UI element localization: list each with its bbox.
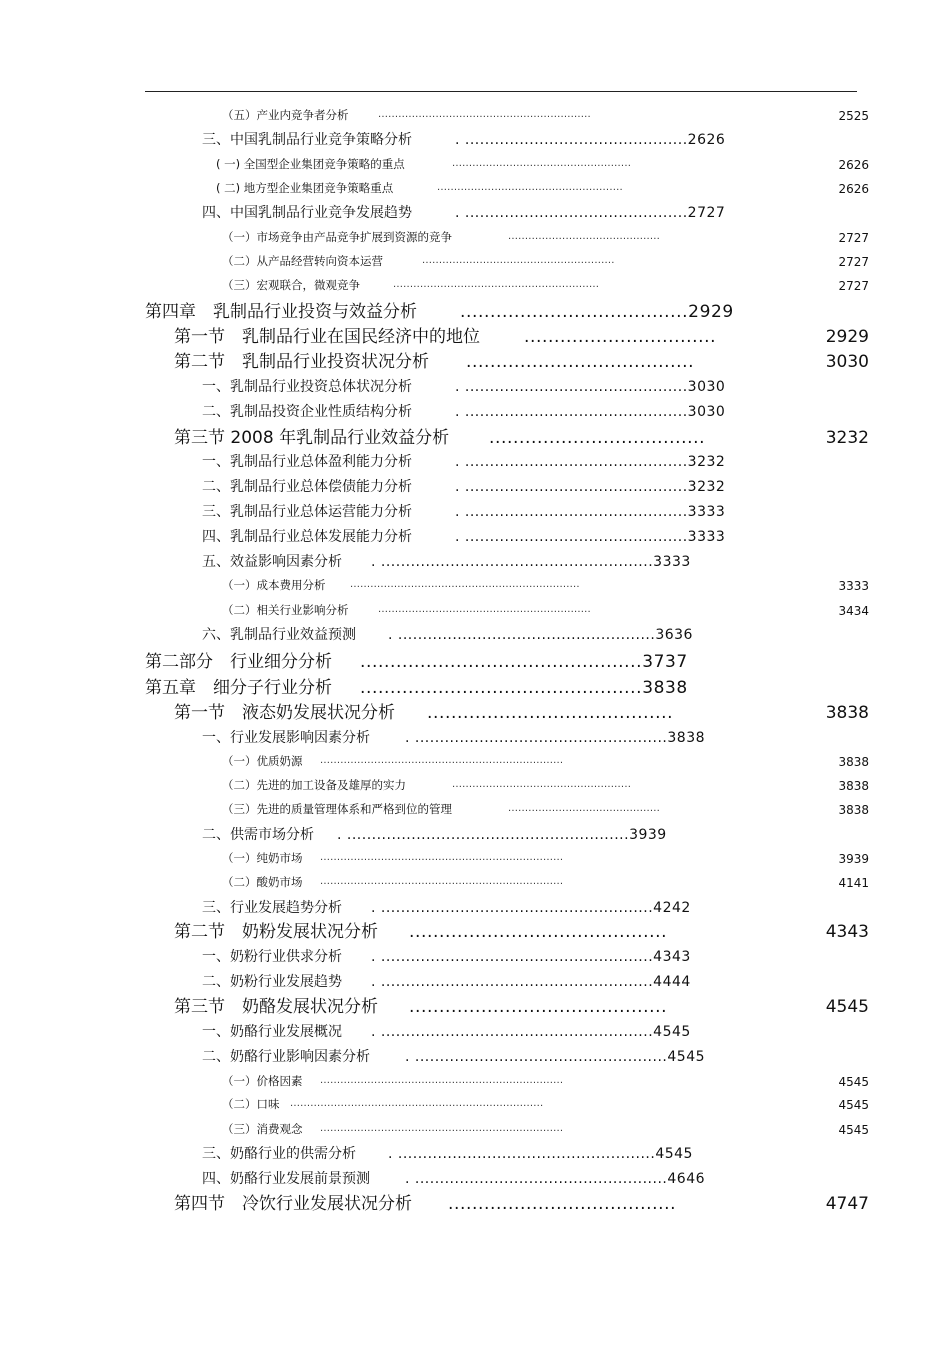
toc-entry[interactable] <box>202 1024 691 1040</box>
toc-entry[interactable] <box>202 205 726 221</box>
toc-page-number: 3434 <box>838 604 869 618</box>
toc-entry[interactable] <box>202 379 726 395</box>
toc-leader-dots: . .............................................2727 <box>455 205 726 221</box>
toc-leader-dots: ........................................................................... <box>290 1098 544 1109</box>
toc-entry-title: （三）先进的质量管理体系和严格到位的管理 <box>222 802 452 816</box>
toc-entry-title: 第三节 奶酪发展状况分析 <box>174 997 378 1017</box>
toc-page-number: 3838 <box>825 703 869 723</box>
toc-leader-dots: ...............................................3737 <box>360 652 688 672</box>
toc-entry-title: 三、奶酪行业的供需分析 <box>202 1146 356 1162</box>
toc-entry[interactable] <box>202 900 691 916</box>
toc-page-number: 4343 <box>653 949 691 965</box>
toc-entry[interactable] <box>145 678 688 698</box>
toc-entry-title: 二、奶粉行业发展趋势 <box>202 974 342 990</box>
toc-entry-title: （三）消费观念 <box>222 1122 303 1136</box>
toc-leader-dots: ...................................... <box>448 1194 677 1214</box>
toc-entry[interactable] <box>222 875 564 889</box>
toc-page-number: 3333 <box>687 529 726 545</box>
toc-leader-dots: .................................................................... <box>350 579 580 590</box>
toc-leader-dots: ......................................2929 <box>460 302 734 322</box>
toc-page-number: 3939 <box>629 827 667 843</box>
toc-entry[interactable] <box>202 479 726 495</box>
toc-leader-dots: ........................................... <box>409 922 668 942</box>
toc-page-number: 3333 <box>653 554 691 570</box>
toc-leader-dots: . .......................................................4242 <box>371 900 691 916</box>
toc-entry-title: （三）宏观联合，微观竞争 <box>222 278 360 292</box>
toc-entry-title: 第二部分 行业细分分析 <box>145 652 332 672</box>
toc-page-number: 2626 <box>838 158 869 172</box>
toc-entry-title: 三、中国乳制品行业竞争策略分析 <box>202 132 412 148</box>
toc-entry-title: 第一节 乳制品行业在国民经济中的地位 <box>174 327 480 347</box>
toc-entry-title: 二、乳制品投资企业性质结构分析 <box>202 404 412 420</box>
toc-leader-dots: ....................................................... <box>437 182 623 193</box>
toc-entry[interactable] <box>174 703 674 723</box>
toc-leader-dots: . .............................................3333 <box>455 529 726 545</box>
toc-page-number: 2727 <box>838 231 869 245</box>
toc-page-number: 3636 <box>655 627 693 643</box>
toc-page-number: 2626 <box>838 182 869 196</box>
toc-entry-title: （一）成本费用分析 <box>222 578 326 592</box>
toc-page-number: 4545 <box>838 1075 869 1089</box>
toc-page-number: 4545 <box>838 1123 869 1137</box>
toc-entry-title: 第五章 细分子行业分析 <box>145 678 332 698</box>
toc-entry[interactable] <box>202 1049 706 1065</box>
toc-leader-dots: . .............................................3232 <box>455 454 726 470</box>
toc-entry-title: 第四节 冷饮行业发展状况分析 <box>174 1194 412 1214</box>
toc-entry[interactable] <box>174 922 668 942</box>
toc-page-number: 3030 <box>825 352 869 372</box>
toc-entry-title: 第一节 液态奶发展状况分析 <box>174 703 395 723</box>
toc-entry-title: 一、乳制品行业总体盈利能力分析 <box>202 454 412 470</box>
toc-entry-title: （二）从产品经营转向资本运营 <box>222 254 383 268</box>
toc-entry[interactable] <box>222 278 600 292</box>
toc-leader-dots: . .............................................3030 <box>455 404 726 420</box>
toc-entry-title: 四、乳制品行业总体发展能力分析 <box>202 529 412 545</box>
toc-entry-title: 一、奶酪行业发展概况 <box>202 1024 342 1040</box>
toc-entry[interactable] <box>174 352 695 372</box>
toc-leader-dots: ............................................. <box>508 803 661 814</box>
toc-entry-title: 一、行业发展影响因素分析 <box>202 730 370 746</box>
toc-leader-dots: ........................................................................ <box>320 876 564 887</box>
toc-entry[interactable] <box>202 404 726 420</box>
toc-page-number: 2727 <box>838 255 869 269</box>
toc-entry-title: ( 一) 全国型企业集团竞争策略的重点 <box>216 157 405 171</box>
toc-entry[interactable] <box>202 132 726 148</box>
toc-page-number: 3232 <box>687 479 726 495</box>
toc-entry[interactable] <box>174 997 668 1017</box>
toc-page-number: 3838 <box>838 803 869 817</box>
toc-entry-title: （二）口味 <box>222 1097 280 1111</box>
toc-entry[interactable] <box>222 802 661 816</box>
toc-entry-title: （一）价格因素 <box>222 1074 303 1088</box>
toc-entry-title: （二）先进的加工设备及雄厚的实力 <box>222 778 406 792</box>
toc-page-number: 4141 <box>838 876 869 890</box>
toc-entry[interactable] <box>202 730 706 746</box>
toc-page-number: 3838 <box>838 779 869 793</box>
toc-page-number: 3838 <box>667 730 706 746</box>
toc-entry-title: （一）纯奶市场 <box>222 851 303 865</box>
toc-leader-dots: .................................... <box>489 428 706 448</box>
toc-leader-dots: . .......................................................4343 <box>371 949 691 965</box>
toc-page-number: 3333 <box>687 504 726 520</box>
toc-leader-dots: ............................................................... <box>378 109 591 120</box>
toc-page-number: 3030 <box>687 379 726 395</box>
toc-page-number: 3232 <box>687 454 726 470</box>
toc-leader-dots: ........................................................................ <box>320 852 564 863</box>
toc-page-number: 2929 <box>688 302 734 322</box>
toc-entry[interactable] <box>222 1122 564 1136</box>
toc-entry[interactable] <box>202 627 693 643</box>
toc-page-number: 4545 <box>825 997 869 1017</box>
toc-leader-dots: ...................................... <box>466 352 695 372</box>
toc-leader-dots: . .........................................................3939 <box>337 827 667 843</box>
toc-leader-dots: ........................................................................ <box>320 1123 564 1134</box>
toc-entry[interactable] <box>222 754 564 768</box>
toc-leader-dots: ...............................................3838 <box>360 678 688 698</box>
toc-entry[interactable] <box>216 157 632 171</box>
toc-entry-title: 二、奶酪行业影响因素分析 <box>202 1049 370 1065</box>
toc-leader-dots: ..................................................... <box>452 779 632 790</box>
toc-entry-title: 第四章 乳制品行业投资与效益分析 <box>145 302 417 322</box>
toc-entry[interactable] <box>216 181 623 195</box>
toc-entry-title: 二、乳制品行业总体偿债能力分析 <box>202 479 412 495</box>
toc-entry-title: （二）酸奶市场 <box>222 875 303 889</box>
toc-entry[interactable] <box>145 652 688 672</box>
toc-entry[interactable] <box>222 1074 564 1088</box>
toc-entry[interactable] <box>202 1146 693 1162</box>
toc-page-number: 3737 <box>642 652 688 672</box>
toc-leader-dots: ......................................... <box>427 703 674 723</box>
toc-leader-dots: ................................ <box>524 327 717 347</box>
toc-entry[interactable] <box>222 254 615 268</box>
toc-page-number: 2727 <box>838 279 869 293</box>
toc-entry-title: 第二节 乳制品行业投资状况分析 <box>174 352 429 372</box>
toc-entry[interactable] <box>174 428 706 448</box>
toc-leader-dots: ............................................................... <box>378 604 591 615</box>
toc-entry[interactable] <box>222 230 661 244</box>
toc-entry-title: 第二节 奶粉发展状况分析 <box>174 922 378 942</box>
toc-entry-title: 一、奶粉行业供求分析 <box>202 949 342 965</box>
toc-page-number: 2929 <box>825 327 869 347</box>
toc-entry-title: 一、乳制品行业投资总体状况分析 <box>202 379 412 395</box>
toc-leader-dots: . ...................................................3838 <box>405 730 706 746</box>
toc-entry[interactable] <box>202 1171 706 1187</box>
toc-entry-title: （二）相关行业影响分析 <box>222 603 349 617</box>
toc-page-number: 4545 <box>838 1098 869 1112</box>
toc-page-number: 3333 <box>838 579 869 593</box>
toc-page-number: 4242 <box>653 900 691 916</box>
toc-page-number: 2626 <box>687 132 726 148</box>
toc-entry-title: （一）优质奶源 <box>222 754 303 768</box>
toc-leader-dots: ......................................................... <box>422 255 615 266</box>
toc-entry[interactable] <box>202 554 691 570</box>
toc-entry[interactable] <box>174 1194 677 1214</box>
toc-leader-dots: . .............................................3232 <box>455 479 726 495</box>
toc-leader-dots: . .............................................3030 <box>455 379 726 395</box>
toc-page-number: 4444 <box>653 974 691 990</box>
toc-entry[interactable] <box>202 974 691 990</box>
toc-entry-title: 四、中国乳制品行业竞争发展趋势 <box>202 205 412 221</box>
toc-leader-dots: ............................................. <box>508 231 661 242</box>
toc-entry-title: 三、乳制品行业总体运营能力分析 <box>202 504 412 520</box>
toc-page-number: 4747 <box>825 1194 869 1214</box>
toc-leader-dots: . .......................................................3333 <box>371 554 691 570</box>
toc-entry-title: 二、供需市场分析 <box>202 827 314 843</box>
toc-page-number: 4343 <box>825 922 869 942</box>
toc-page-number: 4545 <box>667 1049 706 1065</box>
toc-leader-dots: . ....................................................4545 <box>388 1146 693 1162</box>
toc-leader-dots: ..................................................... <box>452 158 632 169</box>
toc-page-number: 4545 <box>653 1024 691 1040</box>
toc-entry[interactable] <box>202 827 667 843</box>
toc-entry-title: 第三节 2008 年乳制品行业效益分析 <box>174 428 450 448</box>
toc-entry-title: 五、效益影响因素分析 <box>202 554 342 570</box>
toc-entry[interactable] <box>222 1097 544 1111</box>
toc-leader-dots: . .......................................................4545 <box>371 1024 691 1040</box>
toc-leader-dots: ........................................................................ <box>320 755 564 766</box>
toc-leader-dots: ........................................... <box>409 997 668 1017</box>
toc-entry[interactable] <box>202 454 726 470</box>
toc-entry[interactable] <box>202 529 726 545</box>
toc-leader-dots: . .......................................................4444 <box>371 974 691 990</box>
toc-entry-title: 四、奶酪行业发展前景预测 <box>202 1171 370 1187</box>
toc-leader-dots: . ....................................................3636 <box>388 627 693 643</box>
toc-entry[interactable] <box>222 778 632 792</box>
toc-page-number: 3232 <box>825 428 869 448</box>
toc-page-number: 4646 <box>667 1171 706 1187</box>
toc-page-number: 3939 <box>838 852 869 866</box>
toc-page-number: 3838 <box>642 678 688 698</box>
toc-page-number: 4545 <box>655 1146 693 1162</box>
toc-page-number: 2525 <box>838 109 869 123</box>
toc-entry[interactable] <box>174 327 717 347</box>
toc-entry[interactable] <box>145 302 734 322</box>
toc-leader-dots: ........................................................................ <box>320 1075 564 1086</box>
toc-leader-dots: . .............................................2626 <box>455 132 726 148</box>
toc-entry[interactable] <box>202 504 726 520</box>
toc-leader-dots: . ...................................................4646 <box>405 1171 706 1187</box>
toc-page-number: 3838 <box>838 755 869 769</box>
header-rule <box>145 91 857 92</box>
toc-entry-title: （五）产业内竞争者分析 <box>222 108 349 122</box>
toc-leader-dots: . ...................................................4545 <box>405 1049 706 1065</box>
toc-entry-title: ( 二) 地方型企业集团竞争策略重点 <box>216 181 394 195</box>
toc-leader-dots: ............................................................. <box>393 279 600 290</box>
toc-leader-dots: . .............................................3333 <box>455 504 726 520</box>
toc-entry[interactable] <box>222 603 591 617</box>
toc-entry-title: （一）市场竞争由产品竞争扩展到资源的竞争 <box>222 230 452 244</box>
toc-entry[interactable] <box>222 851 564 865</box>
toc-entry-title: 三、行业发展趋势分析 <box>202 900 342 916</box>
toc-entry[interactable] <box>222 108 591 122</box>
toc-entry-title: 六、乳制品行业效益预测 <box>202 627 356 643</box>
toc-page-number: 3030 <box>687 404 726 420</box>
toc-page-number: 2727 <box>687 205 726 221</box>
toc-entry[interactable] <box>202 949 691 965</box>
toc-entry[interactable] <box>222 578 580 592</box>
